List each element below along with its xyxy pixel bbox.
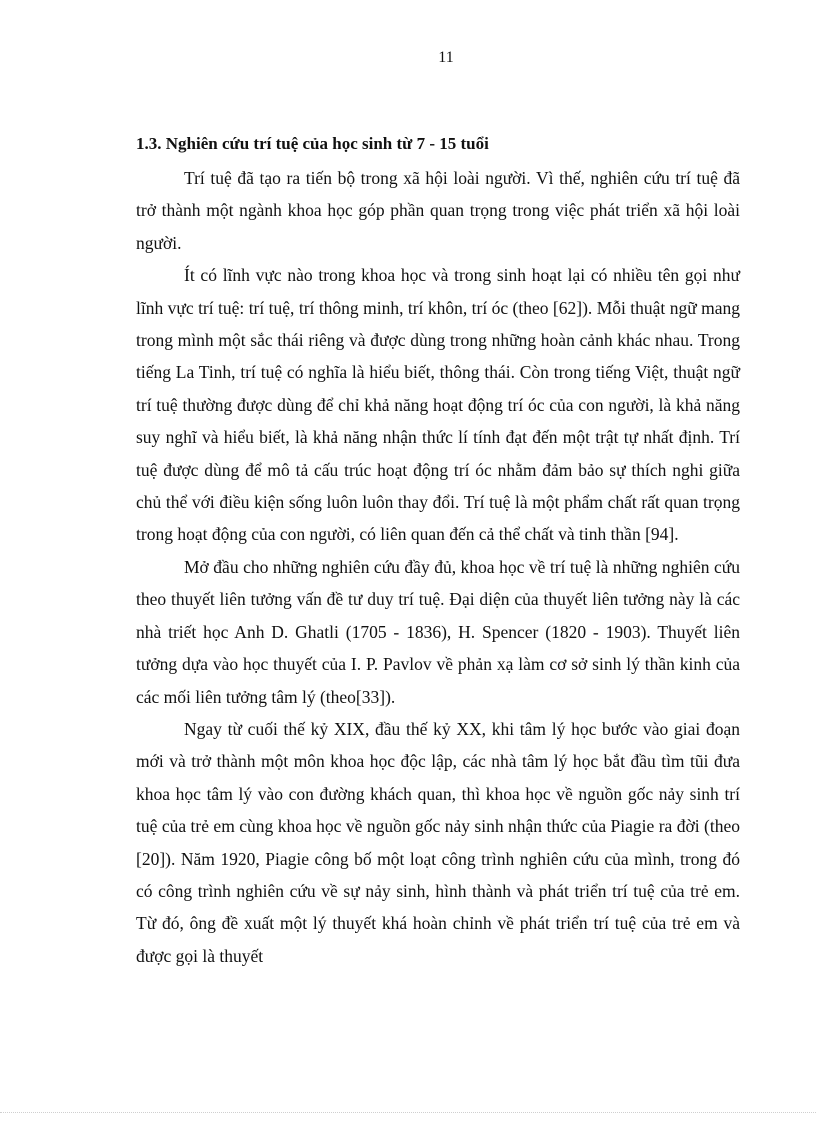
paragraph: Ngay từ cuối thế kỷ XIX, đầu thế kỷ XX, khi tâm lý học bước vào giai đoạn mới và trở thành một môn khoa học độc lập, các nhà tâm lý học bắt đầu tìm tũi đưa khoa học tâm lý vào con đường khách quan, thì khoa học về nguồn gốc nảy sinh trí tuệ của trẻ em cùng khoa học về nguồn gốc nảy sinh nhận thức của Piagie ra đời (theo [20]). Năm 1920, Piagie công bố một loạt công trình nghiên cứu của mình, trong đó có công trình nghiên cứu về sự nảy sinh, hình thành và phát triển trí tuệ của trẻ em. Từ đó, ông đề xuất một lý thuyết khá hoàn chỉnh về phát triển trí tuệ của trẻ em và được gọi là thuyết (136, 718, 740, 966)
page-number: 11 (438, 49, 454, 66)
paragraph: Mở đầu cho những nghiên cứu đầy đủ, khoa học về trí tuệ là những nghiên cứu theo thuyết liên tưởng vấn đề tư duy trí tuệ. Đại diện của thuyết liên tưởng này là các nhà triết học Anh D. Ghatli (1705 - 1836), H. Spencer (1820 - 1903). Thuyết liên tưởng dựa vào học thuyết của I. P. Pavlov về phản xạ làm cơ sở sinh lý thần kinh của các mối liên tưởng tâm lý (theo[33]). (136, 556, 740, 707)
paragraph: Ít có lĩnh vực nào trong khoa học và trong sinh hoạt lại có nhiều tên gọi như lĩnh vực trí tuệ: trí tuệ, trí thông minh, trí khôn, trí óc (theo [62]). Mỗi thuật ngữ mang trong mình một sắc thái riêng và được dùng trong những hoàn cảnh khác nhau. Trong tiếng La Tinh, trí tuệ có nghĩa là hiểu biết, thông thái. Còn trong tiếng Việt, thuật ngữ trí tuệ thường được dùng để chỉ khả năng hoạt động trí óc của con người, là khả năng suy nghĩ và hiểu biết, là khả năng nhận thức lí tính đạt đến một trật tự nhất định. Trí tuệ được dùng để mô tả cấu trúc hoạt động trí óc nhằm đảm bảo sự thích nghi giữa chủ thể với điều kiện sống luôn luôn thay đổi. Trí tuệ là một phẩm chất rất quan trọng trong hoạt động của con người, có liên quan đến cả thể chất và tinh thần [94]. (136, 265, 740, 545)
paragraph: Trí tuệ đã tạo ra tiến bộ trong xã hội loài người. Vì thế, nghiên cứu trí tuệ đã trở thành một ngành khoa học góp phần quan trọng trong việc phát triển xã hội loài người. (136, 168, 740, 253)
section-heading: 1.3. Nghiên cứu trí tuệ của học sinh từ 7 - 15 tuổi (136, 134, 489, 153)
body-text (136, 162, 740, 972)
page-edge-divider (0, 1112, 816, 1113)
